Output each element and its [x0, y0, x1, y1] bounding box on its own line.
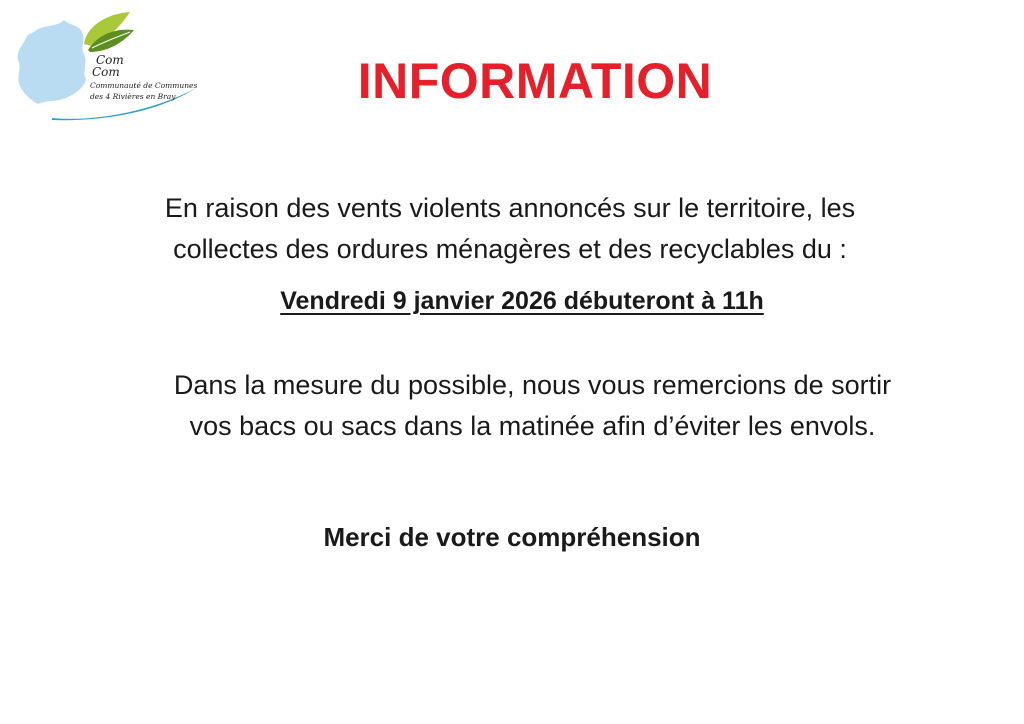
announcement-line: En raison des vents violents annoncés sur le territoire, les	[164, 193, 856, 223]
instruction-line: vos bacs ou sacs dans la matinée afin d’éviter les envols.	[189, 411, 876, 441]
instruction-line: Dans la mesure du possible, nous vous remercions de sortir	[173, 370, 892, 400]
closing-message: Merci de votre compréhension	[323, 522, 701, 552]
collection-date: Vendredi 9 janvier 2026 débuteront à 11h	[280, 287, 764, 315]
logo-organization-name: Communauté de Communes	[90, 81, 198, 90]
page-title: INFORMATION	[357, 53, 713, 109]
logo-organization-subname: des 4 Rivières en Bray	[90, 92, 176, 101]
logo-com-text: Com	[96, 53, 124, 67]
announcement-line: collectes des ordures ménagères et des recyclables du :	[173, 234, 847, 264]
instruction-paragraph	[70, 365, 995, 447]
announcement-paragraph	[40, 188, 980, 270]
logo-com-text: Com	[92, 65, 120, 79]
